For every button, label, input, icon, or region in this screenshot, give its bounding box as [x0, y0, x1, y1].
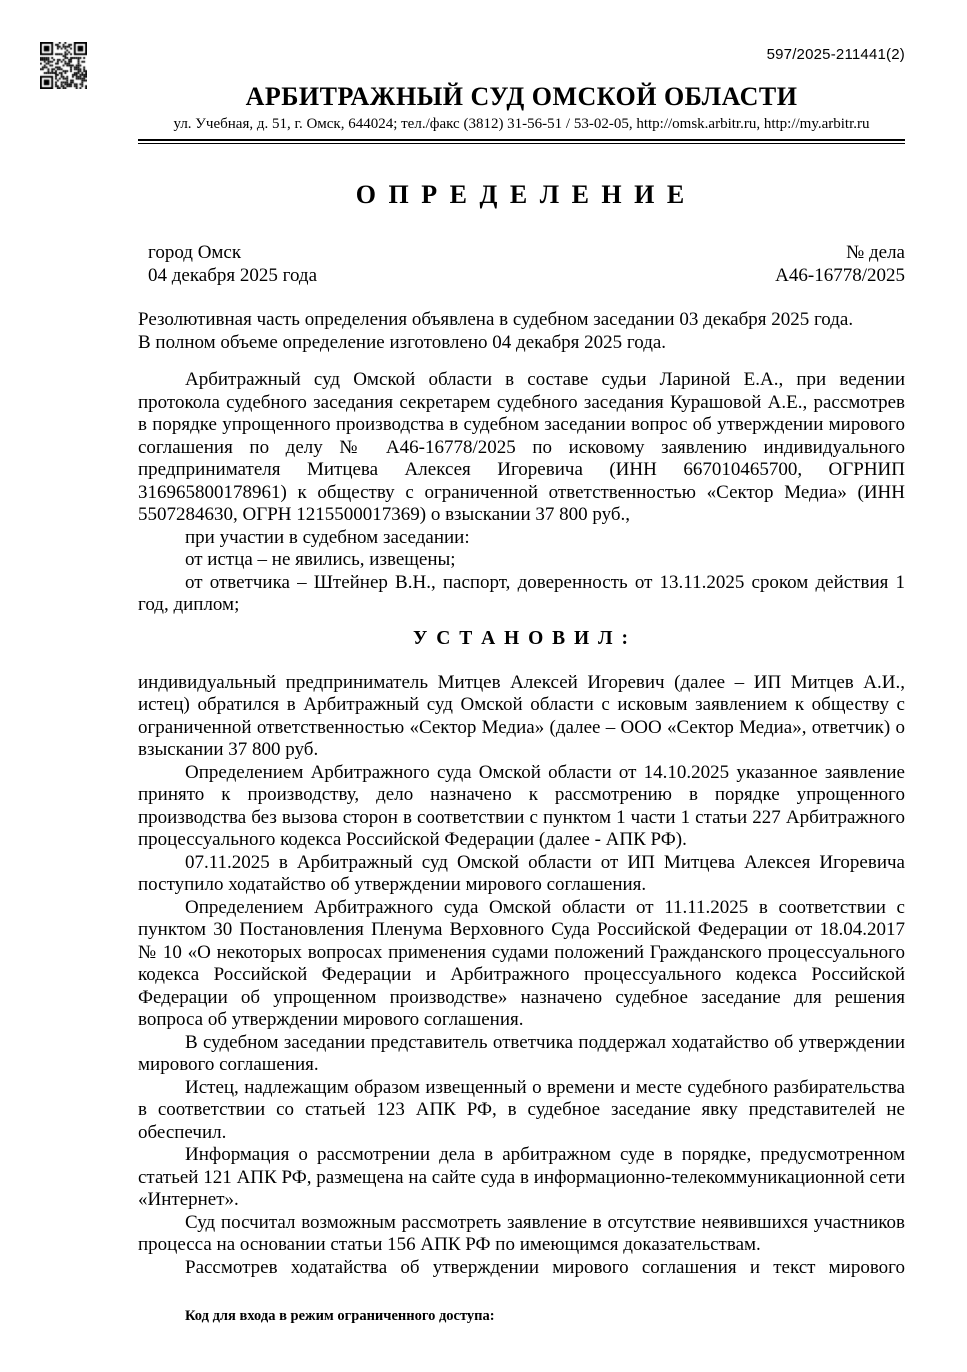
city: город Омск [148, 242, 242, 263]
case-number-label: № дела [846, 242, 905, 263]
document-title: О П Р Е Д Е Л Е Н И Е [355, 180, 688, 209]
case-number-block [775, 241, 905, 287]
case-meta [138, 241, 905, 287]
attendance-intro-line: при участии в судебном заседании: [185, 526, 470, 548]
court-composition-paragraph: Арбитражный суд Омской области в составе судьи Лариной Е.А., при ведении протокола судебного заседания секретарем судебного заседания Курашовой А.Е., рассмотрев в порядке упрощенного производства в судебном заседании вопрос об утверждении мирового соглашения по делу № А46-16778/2025 по исковому заявлению индивидуального предпринимателя Митцева Алексея Игоревича (ИНН 667010465700, ОГРНИП 316965800178961) к обществу с ограниченной ответственностью «Сектор Медиа» (ИНН 5507284630, ОГРН 1215500017369) о взыскании 37 800 руб., [138, 369, 905, 525]
case-number: А46-16778/2025 [775, 265, 905, 286]
established-heading: У С Т А Н О В И Л : [413, 627, 630, 649]
document-registration-number: 597/2025-211441(2) [766, 46, 905, 63]
hearing-scheduled-paragraph: Определением Арбитражного суда Омской области от 11.11.2025 в соответствии с пунктом 30 Постановления Пленума Верховного Суда Российской Федерации от 18.04.2017 № 10 «О некоторых вопросах применения судами положений Гражданского процессуального кодекса Российской Федерации и Арбитражного процессуального кодекса Российской Федерации об упрощенном производстве» назначено судебное заседание для решения вопроса об утверждении мирового соглашения. [138, 896, 905, 1030]
date: 04 декабря 2025 года [148, 265, 318, 286]
settlement-review-paragraph: Рассмотрев ходатайства об утверждении мирового соглашения и текст мирового [185, 1256, 905, 1278]
claim-intro-paragraph: индивидуальный предприниматель Митцев Алексей Игоревич (далее – ИП Митцев А.И., истец) обратился в Арбитражный суд Омской области с исковым заявлением к обществу с ограниченной ответственностью «Сектор Медиа» (далее – ООО «Сектор Медиа», ответчик) о взыскании 37 800 руб. [138, 671, 905, 760]
restricted-access-code-label: Код для входа в режим ограниченного доступа: [185, 1308, 495, 1324]
info-posted-paragraph: Информация о рассмотрении дела в арбитражном суде в порядке, предусмотренном статьей 121 АПК РФ, размещена на сайте суда в информационно-телекоммуникационной сети «Интернет». [138, 1144, 905, 1210]
motion-received-paragraph: 07.11.2025 в Арбитражный суд Омской области от ИП Митцева Алексея Игоревича поступило ходатайство об утверждении мирового соглашения. [138, 851, 905, 895]
letterhead-divider [138, 139, 905, 144]
absence-consideration-paragraph: Суд посчитал возможным рассмотреть заявление в отсутствие неявившихся участников процесса на основании статьи 156 АПК РФ по имеющимся доказательствам. [138, 1211, 905, 1255]
resolution-full-paragraph: В полном объеме определение изготовлено 04 декабря 2025 года. [138, 331, 667, 353]
defendant-support-paragraph: В судебном заседании представитель ответчика поддержал ходатайство об утверждении мирового соглашения. [138, 1031, 905, 1075]
court-address: ул. Учебная, д. 51, г. Омск, 644024; тел./факс (3812) 31-56-51 / 53-02-05, http://omsk.arbitr.ru, http://my.arbitr.ru [173, 116, 870, 132]
attendance-defendant-line: от ответчика – Штейнер В.Н., паспорт, доверенность от 13.11.2025 сроком действия 1 год, диплом; [138, 571, 905, 615]
place-and-date [138, 241, 317, 287]
attendance-plaintiff-line: от истца – не явились, извещены; [185, 549, 456, 570]
qr-code-icon [40, 42, 87, 89]
plaintiff-notice-paragraph: Истец, надлежащим образом извещенный о времени и месте судебного разбирательства в соответствии со статьей 123 АПК РФ, в судебное заседание явку представителей не обеспечил. [138, 1076, 905, 1143]
resolution-announced-paragraph: Резолютивная часть определения объявлена в судебном заседании 03 декабря 2025 года. [138, 309, 854, 330]
court-name: АРБИТРАЖНЫЙ СУД ОМСКОЙ ОБЛАСТИ [245, 82, 798, 111]
acceptance-order-paragraph: Определением Арбитражного суда Омской области от 14.10.2025 указанное заявление принято к производству, дело назначено к рассмотрению в порядке упрощенного производства без вызова сторон в соответствии с пунктом 1 части 1 статьи 227 Арбитражного процессуального кодекса Российской Федерации (далее - АПК РФ). [138, 761, 905, 850]
